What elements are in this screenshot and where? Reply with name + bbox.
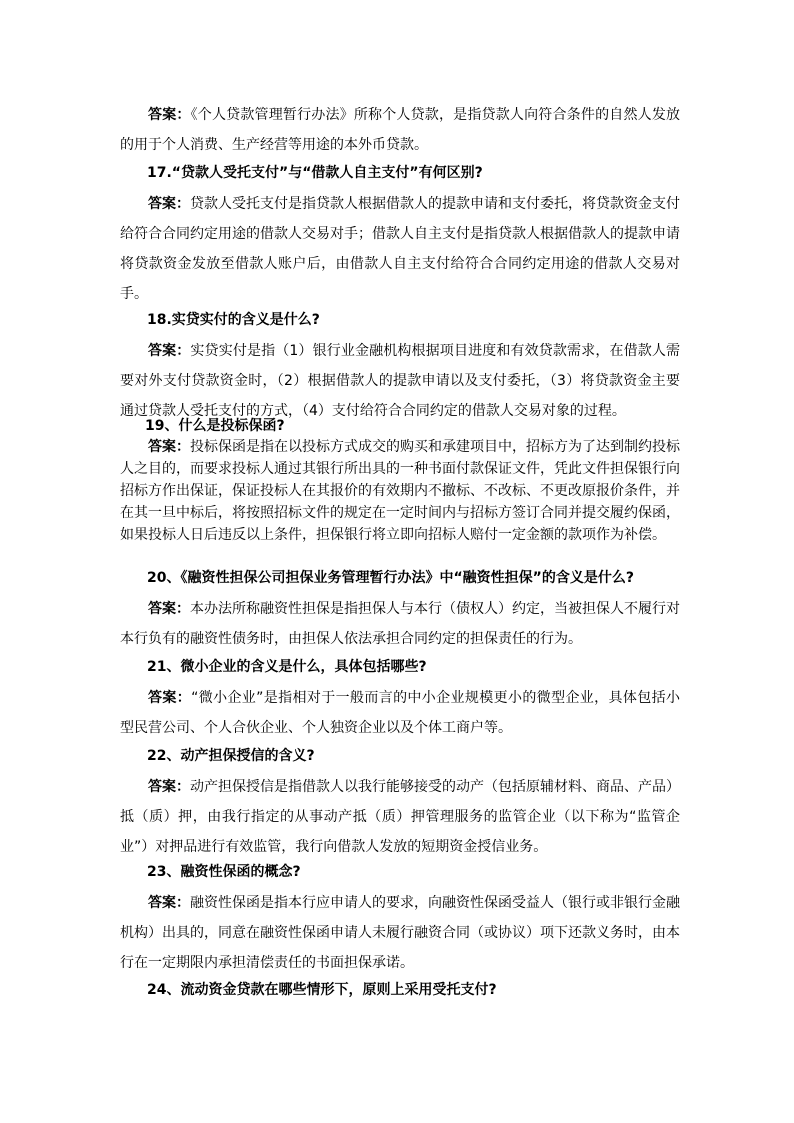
answer-18 [120, 336, 680, 426]
answer-text: 实贷实付是指（1）银行业金融机构根据项目进度和有效贷款需求，在借款人需要对外支付贷款资金时，（2）根据借款人的提款申请以及支付委托，（3）将贷款资金主要通过贷款人受托支付的方式，（4）支付给符合合同约定的借款人交易对象的过程。 [120, 343, 681, 419]
answer-16 [120, 100, 680, 160]
answer-text: 融资性保函是指本行应申请人的要求，向融资性保函受益人（银行或非银行金融机构）出具的，同意在融资性保函申请人未履行融资合同（或协议）项下还款义务时，由本行在一定期限内承担清偿责任的书面担保承诺。 [120, 895, 680, 971]
answer-label: 答案： [148, 439, 190, 455]
answer-label: 答案： [148, 601, 190, 617]
question-23: 23、融资性保函的概念? [147, 864, 301, 880]
answer-20 [120, 594, 680, 654]
answer-21 [120, 683, 680, 743]
answer-label: 答案： [148, 343, 191, 359]
answer-text: 动产担保授信是指借款人以我行能够接受的动产（包括原辅材料、商品、产品）抵（质）押，由我行指定的从事动产抵（质）押管理服务的监管企业（以下称为“监管企业”）对押品进行有效监管，我行向借款人发放的短期资金授信业务。 [120, 779, 680, 855]
question-22: 22、动产担保授信的含义? [147, 748, 315, 764]
answer-text: 贷款人受托支付是指贷款人根据借款人的提款申请和支付委托，将贷款资金支付给符合合同约定用途的借款人交易对手；借款人自主支付是指贷款人根据借款人的提款申请将贷款资金发放至借款人账户后，由借款人自主支付给符合合同约定用途的借款人交易对手。 [120, 196, 680, 302]
answer-17 [120, 189, 680, 309]
answer-22 [120, 772, 680, 862]
question-17: 17.“贷款人受托支付”与“借款人自主支付”有何区别? [147, 165, 483, 181]
question-18: 18.实贷实付的含义是什么? [147, 312, 320, 328]
question-19: 19、什么是投标保函? [145, 418, 285, 434]
question-24: 24、流动资金贷款在哪些情形下，原则上采用受托支付? [147, 982, 497, 998]
answer-19 [120, 436, 680, 546]
answer-text: 本办法所称融资性担保是指担保人与本行（债权人）约定，当被担保人不履行对本行负有的融资性债务时，由担保人依法承担合同约定的担保责任的行为。 [120, 601, 680, 647]
answer-label: 答案： [148, 779, 190, 795]
answer-label: 答案： [148, 895, 190, 911]
answer-label: 答案： [148, 107, 191, 123]
question-20: 20、《融资性担保公司担保业务管理暂行办法》中“融资性担保”的含义是什么? [147, 570, 635, 586]
answer-23 [120, 888, 680, 978]
answer-text: 投标保函是指在以投标方式成交的购买和承建项目中，招标方为了达到制约投标人之目的，而要求投标人通过其银行所出具的一种书面付款保证文件，凭此文件担保银行向招标方作出保证，保证投标人在其报价的有效期内不撤标、不改标、不更改原报价条件，并在其一旦中标后，将按照招标文件的规定在一定时间内与招标方签订合同并提交履约保函，如果投标人日后违反以上条件，担保银行将立即向招标人赔付一定金额的款项作为补偿。 [120, 439, 680, 543]
answer-text: 《个人贷款管理暂行办法》所称个人贷款，是指贷款人向符合条件的自然人发放的用于个人消费、生产经营等用途的本外币贷款。 [120, 107, 681, 153]
answer-text: “微小企业”是指相对于一般而言的中小企业规模更小的微型企业，具体包括小型民营公司、个人合伙企业、个人独资企业以及个体工商户等。 [120, 690, 680, 736]
answer-label: 答案： [148, 196, 190, 212]
answer-label: 答案： [148, 690, 192, 706]
question-21: 21、微小企业的含义是什么，具体包括哪些? [147, 659, 427, 675]
